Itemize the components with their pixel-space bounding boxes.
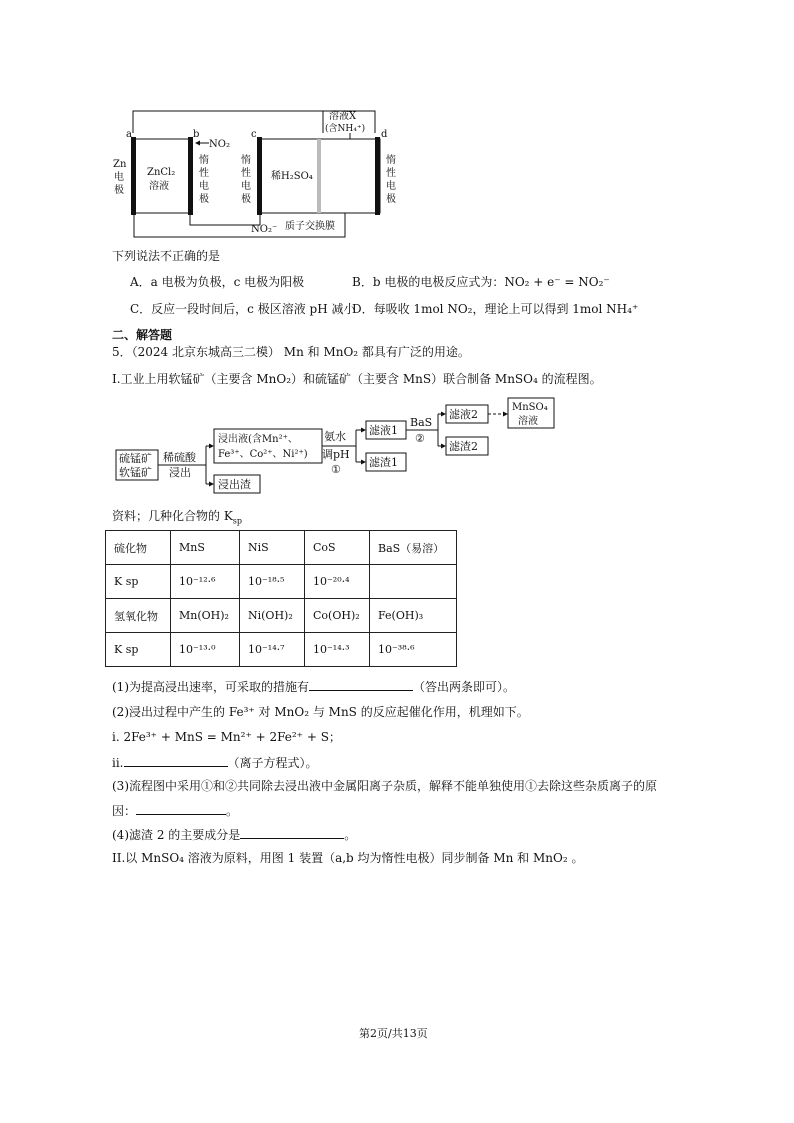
q4-option-c: C．反应一段时间后，c 极区溶液 pH 减小 — [130, 302, 356, 316]
answer-blank-4[interactable] — [240, 826, 344, 839]
letter-b: b — [193, 129, 200, 140]
table-cell: 10⁻¹⁸·⁵ — [240, 565, 305, 599]
subq-4 — [112, 826, 356, 843]
section-title: 二、解答题 — [112, 328, 173, 342]
q4-option-b: B．b 电极的电极反应式为：NO₂ + e⁻ = NO₂⁻ — [352, 275, 610, 289]
ore-label-1: 硫锰矿 — [119, 452, 152, 465]
table-cell: K sp — [106, 633, 171, 667]
step1-label: ① — [331, 463, 341, 476]
product-label-2: 溶液 — [518, 416, 538, 427]
residue2-label: 滤渣2 — [449, 440, 478, 453]
table-cell: 10⁻²⁰·⁴ — [305, 565, 370, 599]
inert-c-1: 惰 — [241, 155, 251, 166]
letter-d: d — [381, 129, 388, 140]
cell-diagram — [105, 105, 415, 240]
ksp-caption-sub: sp — [232, 516, 243, 526]
proton-membrane — [317, 139, 321, 213]
page-footer: 第2页/共13页 — [359, 1027, 428, 1040]
zncl2-label-1: ZnCl₂ — [147, 167, 176, 178]
table-cell: Mn(OH)₂ — [171, 599, 240, 633]
ore-label-2: 软锰矿 — [119, 466, 152, 479]
inert-d-4: 极 — [386, 194, 396, 205]
table-row — [106, 633, 457, 667]
table-cell: Fe(OH)₃ — [370, 599, 457, 633]
bottom-wire — [190, 215, 260, 225]
letter-a: a — [126, 129, 132, 140]
product-label-1: MnSO₄ — [512, 402, 548, 413]
subq-3-suffix: 。 — [226, 804, 239, 818]
table-cell: BaS（易溶） — [370, 531, 457, 565]
acid-label-1: 稀硫酸 — [163, 451, 196, 464]
table-row — [106, 531, 457, 565]
inert-c-3: 电 — [241, 181, 251, 192]
residue-label: 浸出渣 — [218, 478, 251, 491]
inert-b-3: 电 — [199, 181, 209, 192]
table-cell: Ni(OH)₂ — [240, 599, 305, 633]
ammonia-label-2: 调pH — [322, 448, 350, 461]
subq-1-text: (1)为提高浸出速率，可采取的措施有 — [112, 680, 309, 694]
answer-blank-2[interactable] — [124, 754, 228, 767]
ksp-caption — [112, 508, 242, 524]
table-cell: 氢氧化物 — [106, 599, 171, 633]
inert-b-2: 性 — [199, 168, 209, 179]
zncl2-label-2: 溶液 — [149, 181, 169, 192]
q5-part1-intro: I.工业上用软锰矿（主要含 MnO₂）和硫锰矿（主要含 MnS）联合制备 MnSO₄ 的流程图。 — [112, 372, 602, 386]
table-cell: 10⁻¹⁴·³ — [305, 633, 370, 667]
part2-intro: II.以 MnSO₄ 溶液为原料，用图 1 装置（a,b 均为惰性电极）同步制备 Mn 和 MnO₂ 。 — [112, 851, 584, 865]
table-cell — [370, 565, 457, 599]
subq-2-ii-suffix: （离子方程式）。 — [227, 756, 318, 770]
filtrate2-label: 滤液2 — [449, 408, 478, 421]
subq-1 — [112, 678, 515, 695]
table-cell: MnS — [171, 531, 240, 565]
subq-1-suffix: （答出两条即可）。 — [413, 680, 516, 694]
table-cell: 10⁻¹²·⁶ — [171, 565, 240, 599]
zn-label-1: Zn — [113, 159, 127, 170]
inert-c-2: 性 — [241, 168, 251, 179]
step2-label: ② — [415, 432, 425, 445]
electrode-d — [375, 137, 380, 215]
ksp-caption-text: 资料；几种化合物的 K — [112, 509, 233, 523]
subq-4-text: (4)滤渣 2 的主要成分是 — [112, 828, 241, 842]
table-cell: 10⁻³⁸·⁶ — [370, 633, 457, 667]
leach-label-2: Fe³⁺、Co²⁺、Ni²⁺) — [218, 449, 308, 460]
electrode-a — [131, 137, 136, 215]
table-cell: 10⁻¹⁴·⁷ — [240, 633, 305, 667]
subq-4-suffix: 。 — [344, 828, 357, 842]
answer-blank-3[interactable] — [136, 802, 226, 815]
bas-label: BaS — [410, 416, 433, 429]
subq-3-label: 因： — [112, 804, 137, 818]
letter-c: c — [251, 129, 257, 140]
subq-3-line1: (3)流程图中采用①和②共同除去浸出液中金属阳离子杂质，解释不能单独使用①去除这些杂质离子的原 — [112, 779, 658, 793]
no2-top-label: NO₂ — [209, 139, 230, 150]
inert-c-4: 极 — [241, 194, 251, 205]
subq-2-i: i. 2Fe³⁺ + MnS = Mn²⁺ + 2Fe²⁺ + S； — [112, 730, 341, 744]
table-cell: NiS — [240, 531, 305, 565]
acid-label-2: 浸出 — [169, 466, 191, 479]
flow-chart — [112, 395, 562, 500]
table-row — [106, 565, 457, 599]
subq-3-line2 — [112, 802, 238, 819]
subq-2-ii — [112, 754, 318, 771]
solution-x-note: (含NH₄⁺) — [325, 124, 366, 134]
q5-header: 5．（2024 北京东城高三二模） Mn 和 MnO₂ 都具有广泛的用途。 — [112, 345, 470, 359]
residue1-label: 滤渣1 — [369, 456, 398, 469]
dilute-acid-label: 稀H₂SO₄ — [271, 171, 313, 182]
inert-d-3: 电 — [386, 181, 396, 192]
leach-label-1: 浸出液(含Mn²⁺、 — [218, 434, 298, 445]
table-cell: 硫化物 — [106, 531, 171, 565]
zn-label-2: 电 — [114, 172, 124, 183]
inert-b-1: 惰 — [199, 155, 209, 166]
q4-stem: 下列说法不正确的是 — [112, 249, 221, 263]
solution-x-label: 溶液X — [329, 111, 357, 122]
zn-label-3: 极 — [114, 185, 124, 196]
table-cell: K sp — [106, 565, 171, 599]
inert-b-4: 极 — [199, 194, 209, 205]
electrode-c — [257, 137, 262, 215]
table-cell: Co(OH)₂ — [305, 599, 370, 633]
inert-d-2: 性 — [386, 168, 396, 179]
ksp-table — [105, 530, 457, 667]
answer-blank-1[interactable] — [309, 678, 413, 691]
electrode-b — [188, 137, 193, 215]
inert-d-1: 惰 — [386, 155, 396, 166]
filtrate1-label: 滤液1 — [369, 424, 398, 437]
q4-option-d: D．每吸收 1mol NO₂，理论上可以得到 1mol NH₄⁺ — [352, 302, 639, 316]
membrane-label: 质子交换膜 — [285, 221, 335, 232]
table-row — [106, 599, 457, 633]
ammonia-label-1: 氨水 — [324, 430, 346, 443]
subq-2-ii-label: ii. — [112, 756, 124, 770]
top-wire — [133, 111, 323, 133]
table-cell: CoS — [305, 531, 370, 565]
no2-minus-label: NO₂⁻ — [251, 224, 278, 235]
subq-2: (2)浸出过程中产生的 Fe³⁺ 对 MnO₂ 与 MnS 的反应起催化作用，机理如下。 — [112, 705, 529, 719]
q4-option-a: A．a 电极为负极，c 电极为阳极 — [130, 275, 305, 289]
table-cell: 10⁻¹³·⁰ — [171, 633, 240, 667]
